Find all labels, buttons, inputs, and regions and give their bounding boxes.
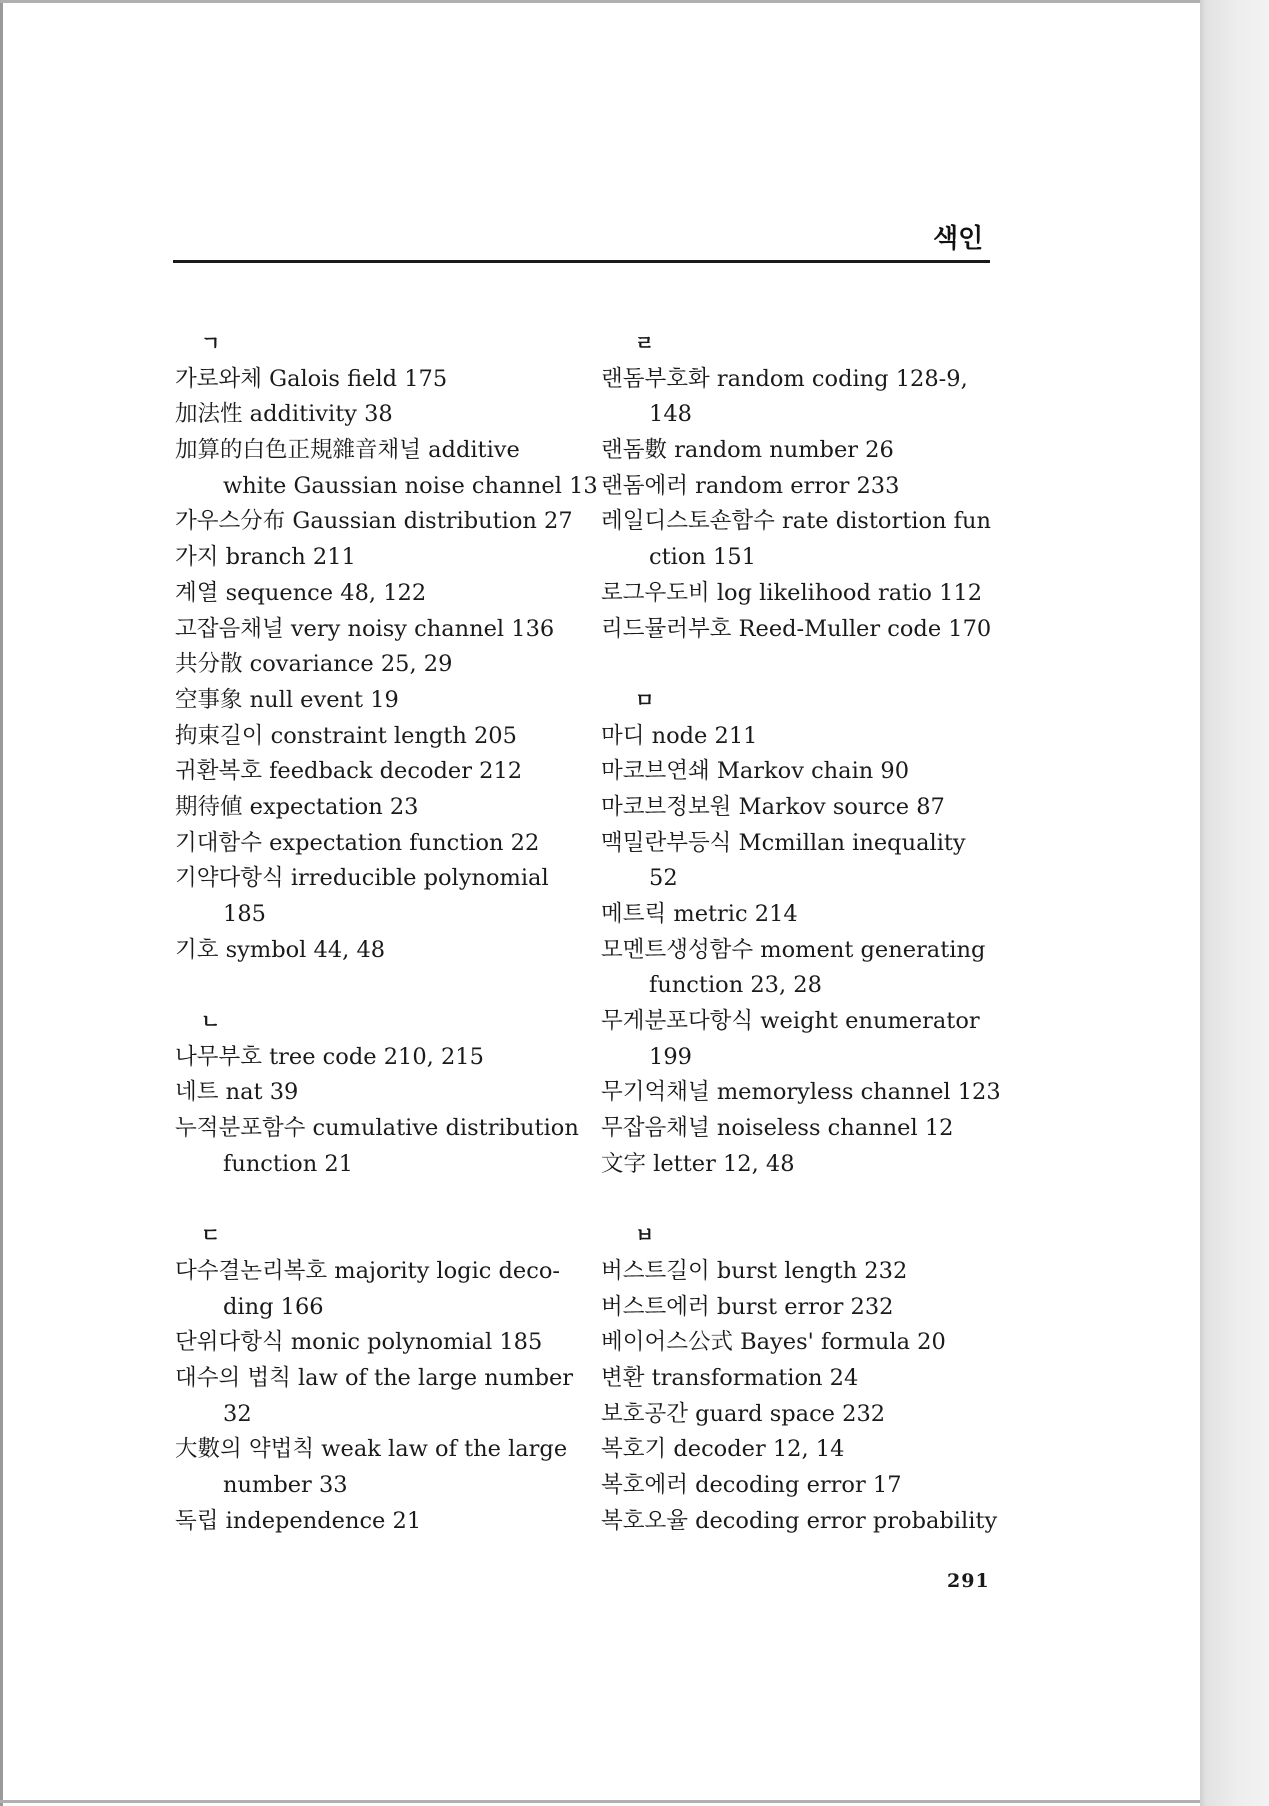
index-entry-continuation: function 23, 28	[649, 972, 822, 999]
index-entry: 나무부호 tree code 210, 215	[175, 1043, 484, 1070]
index-entry: 가우스分布 Gaussian distribution 27	[175, 508, 573, 535]
index-entry: 기대함수 expectation function 22	[175, 829, 540, 856]
section-letter: ㄱ	[201, 331, 221, 355]
section-letter: ㄷ	[201, 1223, 221, 1248]
running-head: 색인	[933, 224, 984, 254]
index-entry: 누적분포함수 cumulative distribution	[175, 1115, 579, 1142]
index-entry: 리드뮬러부호 Reed-Muller code 170	[601, 615, 992, 642]
index-entry: 무게분포다항식 weight enumerator	[601, 1008, 980, 1035]
index-entry: 레일디스토숀함수 rate distortion fun	[601, 508, 991, 535]
index-entry: 대수의 법칙 law of the large number	[175, 1364, 574, 1391]
index-entry: 랜돔에러 random error 233	[601, 472, 900, 499]
index-entry: 마코브연쇄 Markov chain 90	[601, 758, 910, 785]
index-entry: 기약다항식 irreducible polynomial	[175, 865, 549, 892]
index-entry-continuation: ding 166	[223, 1293, 324, 1320]
index-column-left	[175, 326, 598, 1539]
index-entry: 共分散 covariance 25, 29	[175, 651, 453, 678]
index-entry: 무잡음채널 noiseless channel 12	[601, 1115, 954, 1142]
index-entry-continuation: function 21	[223, 1150, 353, 1177]
index-entry-continuation: ction 151	[649, 544, 756, 571]
section-letter: ㅁ	[635, 687, 655, 712]
section-letter: ㅂ	[635, 1223, 655, 1248]
index-entry: 期待値 expectation 23	[175, 793, 419, 820]
index-entry-continuation: number 33	[223, 1472, 348, 1498]
index-entry: 베이어스公式 Bayes' formula 20	[601, 1329, 946, 1356]
scan-border-bottom	[0, 1800, 1200, 1803]
index-entry: 독립 independence 21	[175, 1507, 422, 1534]
section-letter: ㄴ	[201, 1009, 221, 1034]
index-entry: 네트 nat 39	[175, 1079, 299, 1106]
index-entry: 拘束길이 constraint length 205	[175, 722, 517, 749]
index-entry: 보호공간 guard space 232	[601, 1400, 886, 1427]
section-gap	[175, 1183, 585, 1219]
index-entry-continuation: white Gaussian noise channel 13	[223, 472, 598, 499]
index-entry: 복호에러 decoding error 17	[601, 1472, 902, 1498]
index-entry: 무기억채널 memoryless channel 123	[601, 1079, 1001, 1106]
section-gap	[601, 1183, 1021, 1219]
index-entry-continuation: 32	[223, 1400, 252, 1427]
index-entry: 맥밀란부등식 Mcmillan inequality	[601, 829, 966, 856]
index-entry: 기호 symbol 44, 48	[175, 936, 386, 963]
viewer-side-margin	[1200, 0, 1269, 1806]
page-number: 291	[947, 1570, 990, 1592]
index-entry: 랜돔부호화 random coding 128-9,	[601, 365, 968, 392]
section-gap	[175, 968, 585, 1004]
section-letter: ㄹ	[635, 331, 655, 355]
index-entry: 메트릭 metric 214	[601, 901, 798, 927]
index-entry: 로그우도비 log likelihood ratio 112	[601, 579, 983, 606]
index-entry: 모멘트생성함수 moment generating	[601, 936, 986, 963]
index-entry-continuation: 185	[223, 901, 266, 927]
index-entry: 加法性 additivity 38	[175, 401, 393, 428]
index-entry: 가로와체 Galois field 175	[175, 365, 448, 392]
index-entry: 랜돔數 random number 26	[601, 437, 894, 464]
index-entry: 복호오율 decoding error probability	[601, 1507, 998, 1534]
document-page	[3, 3, 1200, 1800]
index-entry: 마코브정보원 Markov source 87	[601, 793, 945, 820]
index-entry-continuation: 199	[649, 1043, 692, 1070]
section-gap	[601, 647, 1021, 683]
index-column-right	[601, 326, 1021, 1539]
index-entry: 다수결논리복호 majority logic deco-	[175, 1257, 560, 1284]
index-entry-continuation: 148	[649, 401, 692, 428]
index-entry: 고잡음채널 very noisy channel 136	[175, 615, 555, 642]
index-entry: 大數의 약법칙 weak law of the large	[175, 1436, 568, 1463]
index-entry: 加算的白色正規雜音채널 additive	[175, 437, 520, 464]
index-entry: 단위다항식 monic polynomial 185	[175, 1329, 543, 1356]
index-entry-continuation: 52	[649, 865, 678, 892]
index-entry: 귀환복호 feedback decoder 212	[175, 758, 523, 785]
header-rule	[173, 260, 990, 263]
index-entry: 空事象 null event 19	[175, 686, 399, 713]
index-entry: 가지 branch 211	[175, 544, 356, 571]
index-entry: 계열 sequence 48, 122	[175, 579, 427, 606]
index-entry: 文字 letter 12, 48	[601, 1150, 795, 1177]
index-entry: 마디 node 211	[601, 722, 758, 749]
index-entry: 변환 transformation 24	[601, 1364, 859, 1391]
index-entry: 버스트에러 burst error 232	[601, 1293, 894, 1320]
index-entry: 버스트길이 burst length 232	[601, 1257, 908, 1284]
index-entry: 복호기 decoder 12, 14	[601, 1436, 845, 1463]
